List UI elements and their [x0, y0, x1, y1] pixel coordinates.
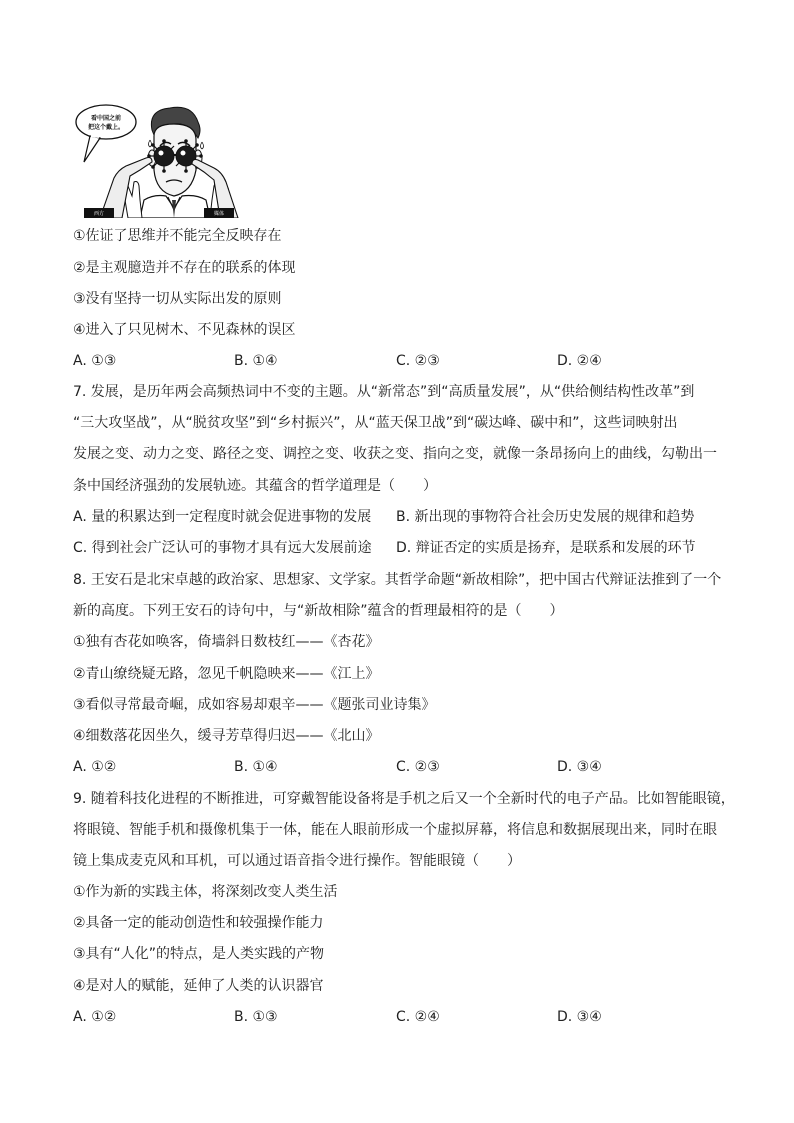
- q9-item-4: ④是对人的赋能，延伸了人类的认识器官: [73, 978, 324, 994]
- q9-stem-line-3: 镜上集成麦克风和耳机，可以通过语音指令进行操作。智能眼镜（ ）: [73, 853, 521, 869]
- cartoon-illustration: [70, 100, 242, 218]
- q8-item-1: ①独有杏花如唤客，倚墙斜日数枝红——《杏花》: [73, 634, 380, 650]
- q7-option-c: C. 得到社会广泛认可的事物才具有远大发展前途: [73, 540, 372, 556]
- q9-item-2: ②具备一定的能动创造性和较强操作能力: [73, 915, 324, 931]
- q7-stem-line-2: “三大攻坚战”，从“脱贫攻坚”到“乡村振兴”，从“蓝天保卫战”到“碳达峰、碳中和”，这些词映射出: [73, 415, 678, 431]
- q6-option-d: D. ②④: [557, 353, 602, 369]
- q9-option-a: A. ①②: [73, 1009, 117, 1025]
- q7-option-b: B. 新出现的事物符合社会历史发展的规律和趋势: [396, 509, 695, 525]
- q6-option-a: A. ①③: [73, 353, 117, 369]
- q9-stem-line-1: 9. 随着科技化进程的不断推进，可穿戴智能设备将是手机之后又一个全新时代的电子产品。比如智能眼镜，: [73, 791, 735, 807]
- q9-option-b: B. ①③: [234, 1009, 278, 1025]
- right-sleeve-tag: 媒体: [213, 211, 225, 217]
- q7-stem-line-1: 7. 发展，是历年两会高频热词中不变的主题。从“新常态”到“高质量发展”，从“供给侧结构性改革”到: [73, 384, 695, 400]
- q8-stem-line-2: 新的高度。下列王安石的诗句中，与“新故相除”蕴含的哲理最相符的是（ ）: [73, 603, 564, 619]
- q7-stem-line-3: 发展之变、动力之变、路径之变、调控之变、收获之变、指向之变，就像一条昂扬向上的曲线，勾勒出一: [73, 446, 717, 462]
- q8-option-c: C. ②③: [396, 759, 440, 775]
- speech-bubble-line-1: 看中国之前: [90, 115, 122, 122]
- q9-item-3: ③具有“人化”的特点，是人类实践的产物: [73, 946, 325, 962]
- q9-option-c: C. ②④: [396, 1009, 440, 1025]
- q9-option-d: D. ③④: [557, 1009, 602, 1025]
- left-sleeve-tag: 西方: [93, 211, 105, 217]
- speech-bubble-line-2: 把这个戴上。: [87, 124, 125, 131]
- q7-option-a: A. 量的积累达到一定程度时就会促进事物的发展: [73, 509, 372, 525]
- q7-stem-line-4: 条中国经济强劲的发展轨迹。其蕴含的哲学道理是（ ）: [73, 478, 437, 494]
- q9-item-1: ①作为新的实践主体，将深刻改变人类生活: [73, 884, 338, 900]
- q8-stem-line-1: 8. 王安石是北宋卓越的政治家、思想家、文学家。其哲学命题“新故相除”，把中国古代辩证法推到了一个: [73, 572, 722, 588]
- q6-option-b: B. ①④: [234, 353, 278, 369]
- q8-option-d: D. ③④: [557, 759, 602, 775]
- q8-item-3: ③看似寻常最奇崛，成如容易却艰辛——《题张司业诗集》: [73, 697, 436, 713]
- q8-option-b: B. ①④: [234, 759, 278, 775]
- q8-item-2: ②青山缭绕疑无路，忽见千帆隐映来——《江上》: [73, 666, 380, 682]
- q6-option-c: C. ②③: [396, 353, 440, 369]
- q8-option-a: A. ①②: [73, 759, 117, 775]
- q8-item-4: ④细数落花因坐久，缓寻芳草得归迟——《北山》: [73, 728, 380, 744]
- q9-stem-line-2: 将眼镜、智能手机和摄像机集于一体，能在人眼前形成一个虚拟屏幕，将信息和数据展现出来，同时在眼: [73, 822, 717, 838]
- q6-item-4: ④进入了只见树木、不见森林的误区: [73, 322, 296, 338]
- q7-option-d: D. 辩证否定的实质是扬弃，是联系和发展的环节: [396, 540, 696, 556]
- q6-item-2: ②是主观臆造并不存在的联系的体现: [73, 260, 296, 276]
- q6-item-1: ①佐证了思维并不能完全反映存在: [73, 228, 282, 244]
- q6-item-3: ③没有坚持一切从实际出发的原则: [73, 291, 282, 307]
